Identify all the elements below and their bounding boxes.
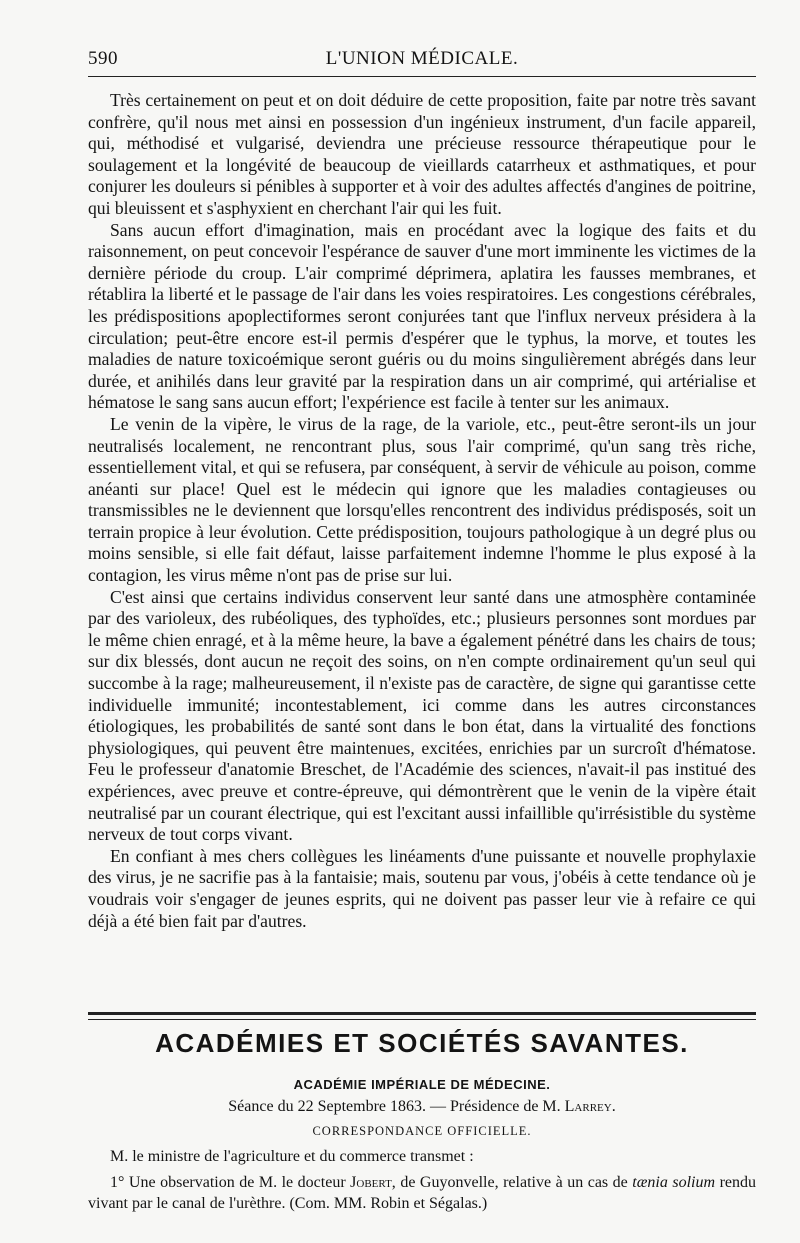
seance-text: Séance du 22 Septembre 1863. — Présidence de M. — [228, 1098, 565, 1115]
page-number: 590 — [88, 48, 118, 69]
header-rule — [88, 76, 756, 77]
paragraph: Le venin de la vipère, le virus de la rage, de la variole, etc., peut-être seront-ils un jour neutralisés localement, ne rencontrant plus, sous l'air comprimé, qu'un sang très riche, essentiellement vital, et qui se refusera, par conséquent, à servir de véhicule au poison, comme anéanti sur place! Quel est le médecin qui ignore que les maladies contagieuses ou transmissibles ne le deviennent que lorsqu'elles rencontrent des individus prédisposés, soit un terrain propice à leur évolution. Cette prédisposition, toujours pathologique à un degré plus ou moins sensible, si elle fait défaut, laisse parfaitement indemne l'homme le plus exposé à la contagion, les virus même n'ont pas de prise sur lui. — [88, 413, 756, 586]
seance-line — [88, 1098, 756, 1116]
paragraph: En confiant à mes chers collègues les linéaments d'une puissante et nouvelle prophylaxie des virus, je ne sacrifie pas à la fantaisie; mais, soutenu par vous, j'obéis à cette tendance où je voudrais voir s'engager de jeunes esprits, qui ne doivent pas passer leur vie à refaire ce qui déjà a été bien fait par d'autres. — [88, 845, 756, 931]
seance-suffix: . — [611, 1098, 616, 1115]
president-name: Larrey — [564, 1098, 612, 1115]
doctor-name: Jobert — [350, 1174, 392, 1191]
item-observation — [88, 1172, 756, 1214]
section-divider-thin — [88, 1019, 756, 1020]
article-body — [88, 90, 756, 932]
ministre-line: M. le ministre de l'agriculture et du commerce transmet : — [110, 1148, 474, 1165]
section-title: ACADÉMIES ET SOCIÉTÉS SAVANTES. — [155, 1028, 689, 1058]
correspondance-heading: CORRESPONDANCE OFFICIELLE. — [312, 1124, 532, 1138]
journal-title: L'UNION MÉDICALE. — [325, 48, 519, 69]
academy-heading: ACADÉMIE IMPÉRIALE DE MÉDECINE. — [293, 1077, 551, 1092]
item-text-middle: , de Guyonvelle, relative à un cas de — [391, 1174, 633, 1191]
section-divider — [88, 1012, 756, 1015]
paragraph: Très certainement on peut et on doit déduire de cette proposition, faite par notre très savant confrère, qu'il nous met ainsi en possession d'un ingénieux instrument, d'un facile appareil, qui, méthodisé et vulgarisé, deviendra une précieuse ressource thérapeutique pour le soulagement et la longévité de beaucoup de vieillards catarrheux et asthmatiques, et pour conjurer les douleurs si pénibles à supporter et à voir des adultes affectés d'angines de poitrine, qui bleuissent et s'asphyxient en cherchant l'air qui les fuit. — [88, 90, 756, 218]
species-name: tænia solium — [632, 1174, 716, 1191]
item-text-end: rendu vivant par le canal de l'urèthre. (Com. MM. Robin et Ségalas.) — [88, 1174, 756, 1212]
paragraph: Sans aucun effort d'imagination, mais en procédant avec la logique des faits et du raisonnement, on peut concevoir l'espérance de sauver d'une mort imminente les victimes de la dernière période du croup. L'air comprimé déprimera, aplatira les fausses membranes, et rétablira la liberté et le passage de l'air dans les voies respiratoires. Les congestions cérébrales, les prédispositions apoplectiformes seront conjurées tant que l'influx nerveux présidera à la circulation; peut-être encore est-il permis d'espérer que le typhus, la morve, et toutes les maladies de nature toxicoémique seront guéris ou du moins singulièrement abrégés dans leur durée, et anihilés dans leur gravité par la respiration dans un air comprimé, qui artérialise et hématose le sang sans aucun effort; l'expérience est facile à tenter sur les animaux. — [88, 219, 756, 413]
item-text: 1° Une observation de M. le docteur — [110, 1174, 351, 1191]
paragraph: C'est ainsi que certains individus conservent leur santé dans une atmosphère contaminée par des varioleux, des rubéoliques, des typhoïdes, etc.; plusieurs personnes sont mordues par le même chien enragé, et à la même heure, la bave a également pénétré dans les chairs de tous; sur dix blessés, dont aucun ne reçoit des soins, on n'en compte ordinairement qu'un seul qui succombe à la rage; malheureusement, il n'existe pas de caractère, de signe qui garantisse cette individuelle immunité; incontestablement, ici comme dans les autres circonstances étiologiques, les probabilités de santé sont dans le bon état, dans la virtualité des fonctions physiologiques, qui peuvent être maintenues, excitées, enrichies par un surcroît d'hématose. Feu le professeur d'anatomie Breschet, de l'Académie des sciences, n'avait-il pas institué des expériences, avec preuve et contre-épreuve, qui démontrèrent que le venin de la vipère était neutralisé par un courant électrique, qui est l'excitant aussi infaillible qu'irrésistible du système nerveux de tout corps vivant. — [88, 586, 756, 845]
page-header — [88, 48, 756, 74]
